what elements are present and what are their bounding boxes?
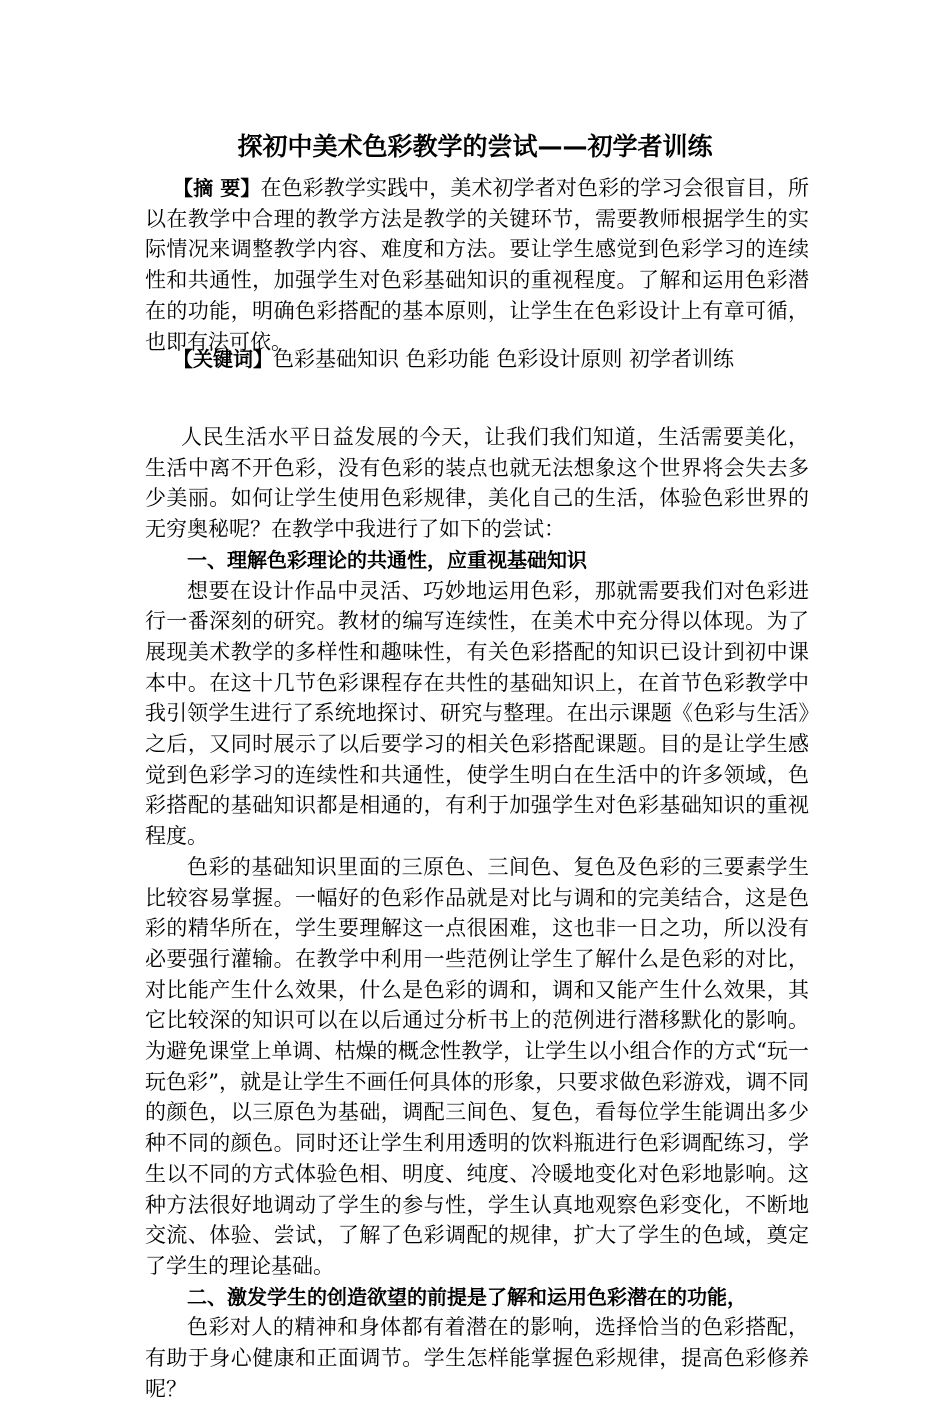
keywords-paragraph <box>145 344 809 375</box>
abstract-label: 【摘 要】 <box>173 176 261 200</box>
abstract-paragraph <box>145 173 809 357</box>
abstract-text: 在色彩教学实践中，美术初学者对色彩的学习会很盲目，所以在教学中合理的教学方法是教学的关键环节，需要教师根据学生的实际情况来调整教学内容、难度和方法。要让学生感觉到色彩学习的连续性和共通性，加强学生对色彩基础知识的重视程度。了解和运用色彩潜在的功能，明确色彩搭配的基本原则，让学生在色彩设计上有章可循，也即有法可依。 <box>145 176 809 354</box>
intro-paragraph: 人民生活水平日益发展的今天，让我们我们知道，生活需要美化，生活中离不开色彩，没有色彩的装点也就无法想象这个世界将会失去多少美丽。如何让学生使用色彩规律，美化自己的生活，体验色彩世界的无穷奥秘呢？在教学中我进行了如下的尝试： <box>145 425 809 542</box>
keywords-text: 色彩基础知识 色彩功能 色彩设计原则 初学者训练 <box>273 347 735 371</box>
document-title: 探初中美术色彩教学的尝试——初学者训练 <box>237 132 713 161</box>
keywords-label: 【关键词】 <box>173 347 273 371</box>
section-2-paragraph-1: 色彩对人的精神和身体都有着潜在的影响，选择恰当的色彩搭配，有助于身心健康和正面调节。学生怎样能掌握色彩规律，提高色彩修养呢？ <box>145 1315 809 1401</box>
section-1-paragraph-1: 想要在设计作品中灵活、巧妙地运用色彩，那就需要我们对色彩进行一番深刻的研究。教材的编写连续性，在美术中充分得以体现。为了展现美术教学的多样性和趣味性，有关色彩搭配的知识已设计到初中课本中。在这十几节色彩课程存在共性的基础知识上，在首节色彩教学中我引领学生进行了系统地探讨、研究与整理。在出示课题《色彩与生活》之后，又同时展示了以后要学习的相关色彩搭配课题。目的是让学生感觉到色彩学习的连续性和共通性，使学生明白在生活中的许多领域，色彩搭配的基础知识都是相通的，有利于加强学生对色彩基础知识的重视程度。 <box>145 578 809 849</box>
body-section <box>145 422 809 1405</box>
section-2-heading: 二、激发学生的创造欲望的前提是了解和运用色彩潜在的功能， <box>187 1284 747 1309</box>
abstract-section <box>145 173 809 357</box>
keywords-section <box>145 344 809 375</box>
section-1-paragraph-2: 色彩的基础知识里面的三原色、三间色、复色及色彩的三要素学生比较容易掌握。一幅好的色彩作品就是对比与调和的完美结合，这是色彩的精华所在，学生要理解这一点很困难，这也非一日之功，所以没有必要强行灌输。在教学中利用一些范例让学生了解什么是色彩的对比，对比能产生什么效果，什么是色彩的调和，调和又能产生什么效果，其它比较深的知识可以在以后通过分析书上的范例进行潜移默化的影响。为避免课堂上单调、枯燥的概念性教学，让学生以小组合作的方式“玩一玩色彩”，就是让学生不画任何具体的形象，只要求做色彩游戏，调不同的颜色，以三原色为基础，调配三间色、复色，看每位学生能调出多少种不同的颜色。同时还让学生利用透明的饮料瓶进行色彩调配练习，学生以不同的方式体验色相、明度、纯度、冷暖地变化对色彩地影响。这种方法很好地调动了学生的参与性，学生认真地观察色彩变化，不断地交流、体验、尝试，了解了色彩调配的规律，扩大了学生的色域，奠定了学生的理论基础。 <box>145 854 809 1278</box>
section-1-heading: 一、理解色彩理论的共通性，应重视基础知识 <box>187 547 587 572</box>
